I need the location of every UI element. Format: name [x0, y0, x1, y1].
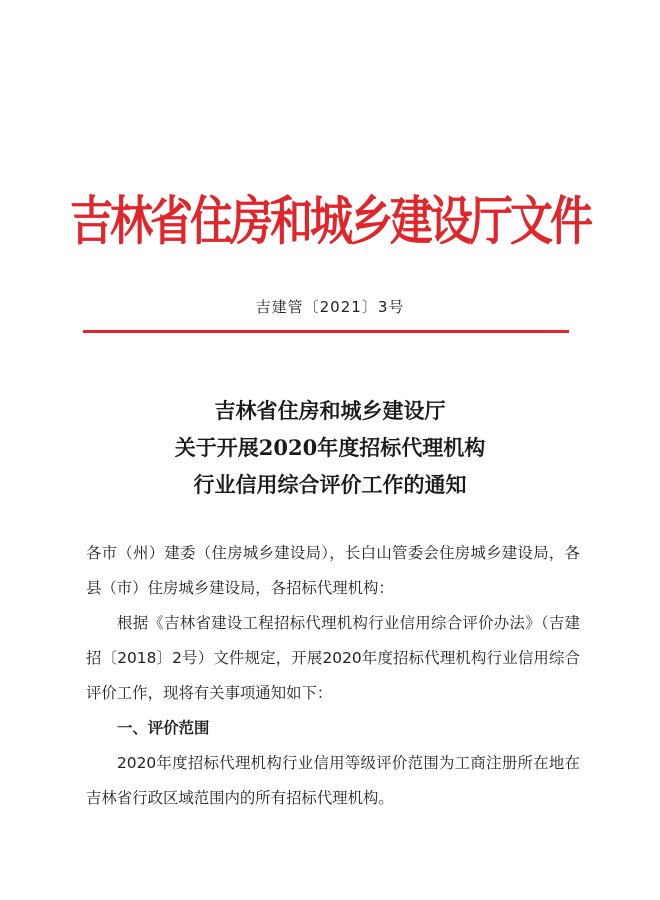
- section-heading-evaluation-scope: 一、评价范围: [117, 719, 210, 737]
- document-number: 吉建管〔2021〕3号: [255, 298, 405, 316]
- title-line-1: 吉林省住房和城乡建设厅: [214, 398, 446, 423]
- title-line-3: 行业信用综合评价工作的通知: [193, 472, 467, 497]
- notice-body: [86, 536, 580, 816]
- evaluation-scope-paragraph: 2020年度招标代理机构行业信用等级评价范围为工商注册所在地在吉林省行政区域范围内的所有招标代理机构。: [86, 754, 580, 807]
- title-line-2: 关于开展2020年度招标代理机构: [174, 435, 486, 460]
- basis-paragraph: 根据《吉林省建设工程招标代理机构行业信用综合评价办法》（吉建招〔2018〕2号）文件规定，开展2020年度招标代理机构行业信用综合评价工作，现将有关事项通知如下：: [86, 614, 580, 702]
- addressees-paragraph: 各市（州）建委（住房城乡建设局），长白山管委会住房城乡建设局，各县（市）住房城乡建设局，各招标代理机构：: [86, 544, 580, 597]
- issuer-banner: 吉林省住房和城乡建设厅文件: [70, 191, 590, 253]
- notice-title: [0, 392, 660, 503]
- red-divider-line: [83, 330, 569, 333]
